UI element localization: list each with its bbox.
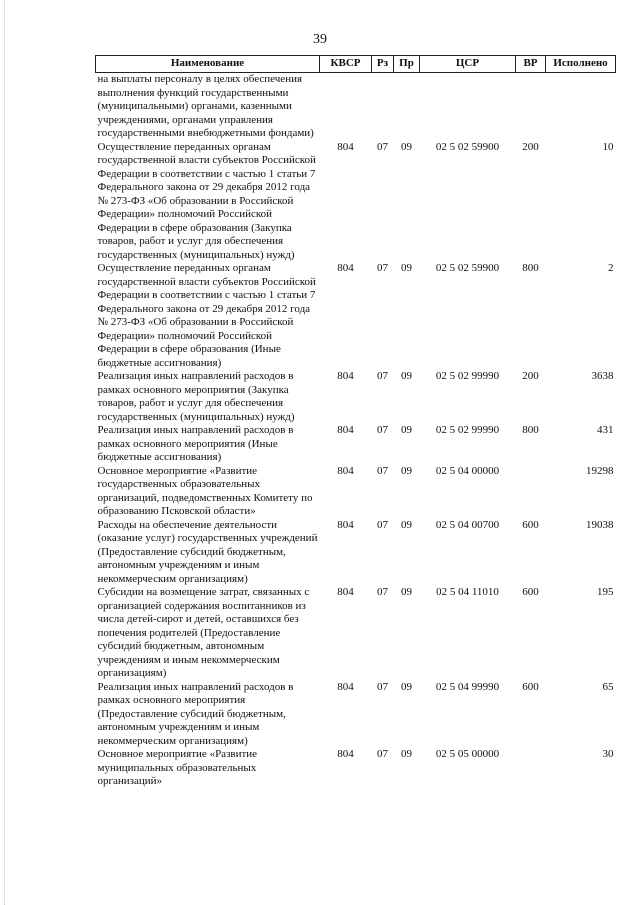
table-row (96, 73, 616, 141)
page-number: 39 (313, 32, 327, 47)
cell-csr: 02 5 04 00700 (435, 518, 500, 531)
cell-rz: 07 (377, 748, 388, 760)
cell-vr: 200 (522, 140, 539, 153)
cell-csr: 02 5 02 59900 (435, 262, 500, 274)
table-row (96, 465, 616, 519)
header-csr: ЦСР (420, 56, 516, 73)
cell-name: Осуществление переданных органам государственной власти субъектов Российской Федерации в соответствии с частью 1 статьи 7 Федерального закона от 29 декабря 2012 года № 273-ФЗ «Об образовании в Российской Федерации» полномочий Российской Федерации в сфере образования (Иные бюджетные ассигнования) (97, 262, 316, 369)
table-row (96, 424, 616, 465)
cell-done: 431 (597, 424, 614, 436)
cell-kvsr: 804 (337, 262, 354, 274)
cell-vr: 600 (522, 680, 539, 693)
cell-pr: 09 (401, 140, 412, 153)
table-row (96, 141, 616, 263)
header-done: Исполнено (546, 56, 616, 73)
cell-kvsr: 804 (337, 748, 354, 760)
cell-rz: 07 (377, 262, 388, 274)
budget-table (95, 55, 616, 789)
cell-vr: 200 (522, 370, 539, 382)
cell-done: 19038 (586, 518, 614, 531)
cell-vr (516, 465, 546, 519)
cell-done: 19298 (586, 464, 614, 477)
cell-csr: 02 5 05 00000 (435, 748, 500, 760)
header-rz: Рз (372, 56, 394, 73)
table-body (96, 73, 616, 789)
cell-name: на выплаты персоналу в целях обеспечения выполнения функций государственными (муниципальными) органами, казенными учреждениями, органами управления государственными внебюджетными фондами) (97, 73, 314, 139)
table-row (96, 748, 616, 789)
cell-pr: 09 (401, 586, 412, 598)
cell-rz (372, 73, 394, 141)
cell-pr: 09 (401, 518, 412, 531)
cell-vr: 600 (522, 518, 539, 531)
cell-vr: 800 (522, 262, 539, 274)
cell-rz: 07 (377, 518, 388, 531)
cell-name: Реализация иных направлений расходов в рамках основного мероприятия (Закупка товаров, работ и услуг для обеспечения государственных (муниципальных) нужд) (97, 370, 295, 423)
cell-pr: 09 (401, 680, 412, 693)
table-row (96, 262, 616, 370)
scan-edge-line (4, 0, 5, 905)
cell-rz: 07 (377, 370, 388, 382)
cell-done: 10 (602, 140, 614, 153)
cell-csr: 02 5 04 11010 (436, 586, 499, 598)
table-row (96, 519, 616, 587)
cell-csr: 02 5 02 99990 (435, 370, 500, 382)
cell-pr: 09 (401, 748, 412, 760)
header-name: Наименование (96, 56, 320, 73)
table-row (96, 586, 616, 681)
cell-vr: 600 (522, 586, 539, 598)
cell-name: Расходы на обеспечение деятельности (оказание услуг) государственных учреждений (Предоставление субсидий бюджетным, автономным учреждениям и иным некоммерческим организациям) (97, 518, 318, 585)
table-row (96, 681, 616, 749)
cell-kvsr: 804 (337, 140, 354, 153)
cell-rz: 07 (377, 464, 388, 477)
cell-kvsr: 804 (337, 518, 354, 531)
cell-csr: 02 5 04 00000 (435, 464, 500, 477)
cell-done: 3638 (591, 370, 614, 382)
header-pr: Пр (394, 56, 420, 73)
cell-kvsr: 804 (337, 586, 354, 598)
cell-kvsr: 804 (337, 680, 354, 693)
cell-done: 195 (597, 586, 614, 598)
cell-csr: 02 5 02 99990 (435, 424, 500, 436)
table-row (96, 370, 616, 424)
cell-name: Реализация иных направлений расходов в рамках основного мероприятия (Иные бюджетные ассигнования) (97, 424, 294, 463)
cell-kvsr: 804 (337, 424, 354, 436)
cell-kvsr: 804 (337, 370, 354, 382)
header-kvsr: КВСР (320, 56, 372, 73)
cell-name: Основное мероприятие «Развитие муниципальных образовательных организаций» (97, 748, 258, 787)
cell-rz: 07 (377, 424, 388, 436)
cell-pr (394, 73, 420, 141)
header-vr: ВР (516, 56, 546, 73)
cell-name: Реализация иных направлений расходов в рамках основного мероприятия (Предоставление субсидий бюджетным, автономным учреждениям и иным некоммерческим организациям) (97, 680, 294, 747)
table-header (96, 56, 616, 73)
cell-csr: 02 5 02 59900 (435, 140, 500, 153)
cell-vr (516, 748, 546, 789)
cell-kvsr (320, 73, 372, 141)
cell-csr: 02 5 04 99990 (435, 680, 500, 693)
cell-name: Субсидии на возмещение затрат, связанных с организацией содержания воспитанников из числа детей-сирот и детей, оставшихся без попечения родителей (Предоставление субсидий бюджетным, автономным учреждениям и иным некоммерческим организациям) (97, 586, 310, 679)
cell-csr (420, 73, 516, 141)
cell-rz: 07 (377, 586, 388, 598)
cell-kvsr: 804 (337, 464, 354, 477)
cell-rz: 07 (377, 140, 388, 153)
cell-name: Осуществление переданных органам государственной власти субъектов Российской Федерации в соответствии с частью 1 статьи 7 Федерального закона от 29 декабря 2012 года № 273-ФЗ «Об образовании в Российской Федерации» полномочий Российской Федерации в сфере образования (Закупка товаров, работ и услуг для обеспечения государственных (муниципальных) нужд) (97, 140, 316, 261)
cell-name: Основное мероприятие «Развитие государственных образовательных организаций, подведомственных Комитету по образованию Псковской области» (97, 464, 313, 517)
cell-done: 2 (608, 262, 614, 274)
cell-pr: 09 (401, 424, 412, 436)
cell-vr: 800 (522, 424, 539, 436)
cell-pr: 09 (401, 262, 412, 274)
cell-rz: 07 (377, 680, 388, 693)
cell-pr: 09 (401, 464, 412, 477)
cell-pr: 09 (401, 370, 412, 382)
cell-vr (516, 73, 546, 141)
cell-done (546, 73, 616, 141)
cell-done: 30 (602, 748, 614, 760)
cell-done: 65 (602, 680, 614, 693)
